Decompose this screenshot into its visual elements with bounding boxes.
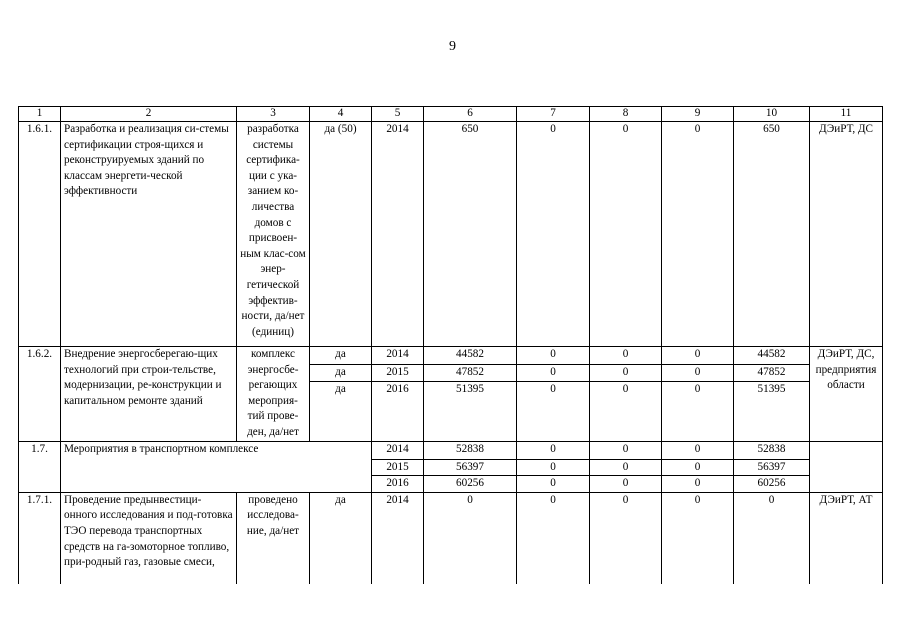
value-cell: 0 <box>590 441 662 459</box>
indicator-value: да (50) <box>310 122 372 347</box>
value-cell: 0 <box>517 347 590 365</box>
value-cell: 650 <box>734 122 810 347</box>
value-cell: 0 <box>662 492 734 584</box>
table-header-row <box>19 107 883 122</box>
column-header: 3 <box>237 107 310 122</box>
column-header: 6 <box>424 107 517 122</box>
measure-name: Проведение предынвестици-онного исследования и под-готовка ТЭО перевода транспортных средств на га-зомоторное топливо, при-родный газ, газовые смеси, <box>61 492 237 584</box>
year-cell: 2014 <box>372 492 424 584</box>
value-cell: 0 <box>590 476 662 493</box>
value-cell: 47852 <box>734 364 810 382</box>
value-cell: 0 <box>590 459 662 476</box>
section-title: Мероприятия в транспортном комплексе <box>61 441 372 492</box>
indicator-text: разработка системы сертифика-ции с ука-занием ко-личества домов с присвоен-ным клас-сом энер-гетической эффектив-ности, да/нет (единиц) <box>237 122 310 347</box>
value-cell: 0 <box>590 347 662 365</box>
value-cell: 0 <box>662 476 734 493</box>
row-number: 1.6.2. <box>19 347 61 442</box>
value-cell: 44582 <box>734 347 810 365</box>
value-cell: 0 <box>662 364 734 382</box>
row-number: 1.7. <box>19 441 61 492</box>
value-cell: 0 <box>590 122 662 347</box>
column-header: 8 <box>590 107 662 122</box>
total-cell: 44582 <box>424 347 517 365</box>
year-cell: 2016 <box>372 476 424 493</box>
total-cell: 650 <box>424 122 517 347</box>
column-header: 7 <box>517 107 590 122</box>
value-cell: 0 <box>590 492 662 584</box>
value-cell: 52838 <box>734 441 810 459</box>
indicator-value: да <box>310 347 372 365</box>
measure-name: Внедрение энергосберегаю-щих технологий при строи-тельстве, модернизации, ре-конструкции и капитальном ремонте зданий <box>61 347 237 442</box>
year-cell: 2014 <box>372 347 424 365</box>
value-cell: 60256 <box>734 476 810 493</box>
value-cell: 0 <box>662 382 734 441</box>
indicator-value: да <box>310 492 372 584</box>
value-cell: 0 <box>517 492 590 584</box>
table-row <box>19 441 883 459</box>
value-cell: 0 <box>662 122 734 347</box>
value-cell: 56397 <box>734 459 810 476</box>
year-cell: 2014 <box>372 122 424 347</box>
value-cell: 0 <box>517 364 590 382</box>
total-cell: 0 <box>424 492 517 584</box>
row-number: 1.6.1. <box>19 122 61 347</box>
value-cell: 0 <box>517 459 590 476</box>
total-cell: 60256 <box>424 476 517 493</box>
program-measures-table <box>18 106 883 584</box>
executors-cell <box>810 441 883 492</box>
column-header: 5 <box>372 107 424 122</box>
total-cell: 51395 <box>424 382 517 441</box>
year-cell: 2015 <box>372 459 424 476</box>
total-cell: 56397 <box>424 459 517 476</box>
indicator-value: да <box>310 382 372 441</box>
value-cell: 0 <box>662 347 734 365</box>
value-cell: 0 <box>662 459 734 476</box>
executors-cell: ДЭиРТ, ДС, предприятия области <box>810 347 883 442</box>
table-row <box>19 492 883 584</box>
value-cell: 0 <box>590 382 662 441</box>
indicator-text: проведено исследова-ние, да/нет <box>237 492 310 584</box>
value-cell: 0 <box>517 382 590 441</box>
value-cell: 0 <box>517 476 590 493</box>
value-cell: 0 <box>734 492 810 584</box>
year-cell: 2016 <box>372 382 424 441</box>
value-cell: 0 <box>590 364 662 382</box>
value-cell: 0 <box>517 441 590 459</box>
page-number: 9 <box>449 39 456 54</box>
value-cell: 0 <box>662 441 734 459</box>
column-header: 2 <box>61 107 237 122</box>
row-number: 1.7.1. <box>19 492 61 584</box>
executors-cell: ДЭиРТ, АТ <box>810 492 883 584</box>
value-cell: 0 <box>517 122 590 347</box>
table-row <box>19 347 883 365</box>
column-header: 11 <box>810 107 883 122</box>
indicator-value: да <box>310 364 372 382</box>
column-header: 1 <box>19 107 61 122</box>
column-header: 10 <box>734 107 810 122</box>
year-cell: 2014 <box>372 441 424 459</box>
value-cell: 51395 <box>734 382 810 441</box>
table-row <box>19 122 883 347</box>
executors-cell: ДЭиРТ, ДС <box>810 122 883 347</box>
measure-name: Разработка и реализация си-стемы сертификации строя-щихся и реконструируемых зданий по классам энергети-ческой эффективности <box>61 122 237 347</box>
column-header: 4 <box>310 107 372 122</box>
column-header: 9 <box>662 107 734 122</box>
total-cell: 47852 <box>424 364 517 382</box>
total-cell: 52838 <box>424 441 517 459</box>
indicator-text: комплекс энергосбе-регающих мероприя-тий прове-ден, да/нет <box>237 347 310 442</box>
year-cell: 2015 <box>372 364 424 382</box>
